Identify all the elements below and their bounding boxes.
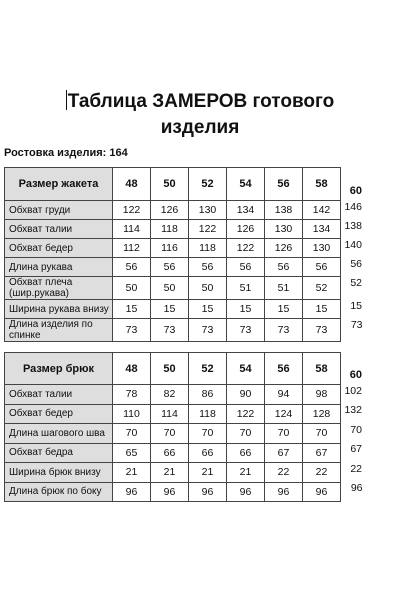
size-header-cell: 50 xyxy=(151,353,189,385)
title-line-2: изделия xyxy=(160,117,240,138)
size-header-cell: 48 xyxy=(113,168,151,201)
measurement-value: 118 xyxy=(151,220,189,239)
measurement-value: 122 xyxy=(189,220,227,239)
measurement-value: 21 xyxy=(113,463,151,483)
table-row xyxy=(5,424,365,444)
measurement-value: 90 xyxy=(227,385,265,405)
measurement-value: 132 xyxy=(344,404,362,416)
measurement-value: 56 xyxy=(227,258,265,277)
measurement-value: 67 xyxy=(303,443,341,463)
measurement-value: 96 xyxy=(350,482,363,494)
size-header-cell: 58 xyxy=(303,168,341,201)
measurement-value: 73 xyxy=(227,319,265,342)
size-header-cell: 52 xyxy=(189,353,227,385)
measurement-value: 134 xyxy=(227,201,265,220)
measurement-value: 65 xyxy=(113,443,151,463)
size-header-cell: 52 xyxy=(189,168,227,201)
table-row xyxy=(5,300,365,319)
table-row xyxy=(5,482,365,502)
measurement-value: 96 xyxy=(151,482,189,502)
title-line-1: Таблица ЗАМЕРОВ готового xyxy=(67,91,335,112)
size-header-cell: 54 xyxy=(227,168,265,201)
measurement-value: 15 xyxy=(227,300,265,319)
measurement-value: 142 xyxy=(303,201,341,220)
measurement-label: Длина изделия по спинке xyxy=(5,319,113,342)
measurement-value: 114 xyxy=(151,404,189,424)
measurement-value: 96 xyxy=(265,482,303,502)
page-title xyxy=(0,90,400,114)
measurement-value: 128 xyxy=(303,404,341,424)
size-header-cell: 56 xyxy=(265,353,303,385)
measurement-value: 50 xyxy=(113,277,151,300)
measurement-label: Длина рукава xyxy=(5,258,113,277)
measurement-value: 122 xyxy=(113,201,151,220)
measurement-label: Обхват бедер xyxy=(5,404,113,424)
measurement-value: 70 xyxy=(151,424,189,444)
measurement-value: 15 xyxy=(303,300,341,319)
measurement-value: 56 xyxy=(189,258,227,277)
measurement-value: 15 xyxy=(350,299,362,312)
measurement-value: 70 xyxy=(113,424,151,444)
measurement-value: 70 xyxy=(350,423,362,436)
text-cursor xyxy=(66,90,67,110)
measurement-value: 73 xyxy=(303,319,341,342)
measurement-value: 96 xyxy=(303,482,341,502)
measurement-value: 66 xyxy=(227,443,265,463)
measurement-label: Длина брюк по боку xyxy=(5,482,113,502)
measurement-value: 86 xyxy=(189,385,227,405)
measurement-value: 50 xyxy=(189,277,227,300)
header-row xyxy=(5,353,365,385)
measurement-value: 73 xyxy=(350,318,363,331)
size-header-cell: 56 xyxy=(265,168,303,201)
measurement-value: 56 xyxy=(113,258,151,277)
size-header-cell: 50 xyxy=(151,168,189,201)
measurement-value: 66 xyxy=(189,443,227,463)
measurement-value: 122 xyxy=(227,239,265,258)
measurement-value: 98 xyxy=(303,385,341,405)
measurement-value: 73 xyxy=(113,319,151,342)
table-row xyxy=(5,319,365,342)
measurement-value: 114 xyxy=(113,220,151,239)
table-row xyxy=(5,385,365,405)
measurement-value: 15 xyxy=(189,300,227,319)
measurement-value: 134 xyxy=(303,220,341,239)
measurement-value: 124 xyxy=(265,404,303,424)
table-row xyxy=(5,239,365,258)
measurement-value: 21 xyxy=(189,463,227,483)
measurement-label: Обхват талии xyxy=(5,385,113,405)
size-header-cell: 54 xyxy=(227,353,265,385)
table-row xyxy=(5,404,365,424)
measurement-value: 21 xyxy=(151,463,189,483)
measurement-value: 15 xyxy=(265,300,303,319)
measurement-value: 94 xyxy=(265,385,303,405)
height-subtitle: Ростовка изделия: 164 xyxy=(4,147,128,159)
measurement-value: 22 xyxy=(303,463,341,483)
measurement-label: Обхват талии xyxy=(5,220,113,239)
measurement-label: Обхват бедра xyxy=(5,443,113,463)
measurement-value: 67 xyxy=(265,443,303,463)
size-header-cell: 48 xyxy=(113,353,151,385)
measurement-value: 130 xyxy=(189,201,227,220)
measurement-value: 70 xyxy=(227,424,265,444)
measurement-value: 126 xyxy=(265,239,303,258)
trousers-size-table xyxy=(4,352,365,502)
measurement-value: 118 xyxy=(189,239,227,258)
table-row xyxy=(5,220,365,239)
measurement-value: 56 xyxy=(265,258,303,277)
measurement-value: 67 xyxy=(350,443,362,455)
measurement-value: 22 xyxy=(350,462,362,475)
table-row xyxy=(5,201,365,220)
measurement-value: 51 xyxy=(227,277,265,300)
table-row xyxy=(5,277,365,300)
table-row xyxy=(5,443,365,463)
size-header-cell: 60 xyxy=(349,368,362,381)
jacket-size-table xyxy=(4,167,365,342)
measurement-label: Ширина рукава внизу xyxy=(5,300,113,319)
measurement-value: 15 xyxy=(151,300,189,319)
measurement-value: 15 xyxy=(113,300,151,319)
measurement-label: Обхват плеча (шир.рукава) xyxy=(5,277,113,300)
measurement-label: Обхват груди xyxy=(5,201,113,220)
measurement-value: 21 xyxy=(227,463,265,483)
measurement-value: 130 xyxy=(303,239,341,258)
measurement-value: 56 xyxy=(151,258,189,277)
size-header-cell: 58 xyxy=(303,353,341,385)
measurement-value: 56 xyxy=(303,258,341,277)
measurement-value: 66 xyxy=(151,443,189,463)
measurement-value: 112 xyxy=(113,239,151,258)
measurement-value: 70 xyxy=(265,424,303,444)
measurement-value: 126 xyxy=(227,220,265,239)
measurement-value: 96 xyxy=(227,482,265,502)
measurement-value: 73 xyxy=(265,319,303,342)
measurement-value: 138 xyxy=(265,201,303,220)
measurement-value: 116 xyxy=(151,239,189,258)
table-row xyxy=(5,463,365,483)
measurement-value: 138 xyxy=(344,219,362,232)
measurement-value: 130 xyxy=(265,220,303,239)
size-header-label: Размер брюк xyxy=(5,353,113,385)
measurement-value: 70 xyxy=(189,424,227,444)
measurement-value: 56 xyxy=(350,257,362,270)
measurement-value: 96 xyxy=(113,482,151,502)
measurement-value: 110 xyxy=(113,404,151,424)
measurement-value: 146 xyxy=(344,200,362,213)
header-row xyxy=(5,168,365,201)
measurement-label: Обхват бедер xyxy=(5,239,113,258)
measurement-value: 51 xyxy=(265,277,303,300)
measurement-value: 22 xyxy=(265,463,303,483)
measurement-value: 82 xyxy=(151,385,189,405)
measurement-value: 73 xyxy=(151,319,189,342)
size-header-cell: 60 xyxy=(349,184,362,197)
measurement-value: 50 xyxy=(151,277,189,300)
measurement-value: 96 xyxy=(189,482,227,502)
measurement-value: 78 xyxy=(113,385,151,405)
measurement-value: 52 xyxy=(350,276,362,289)
measurement-value: 118 xyxy=(189,404,227,424)
measurement-label: Длина шагового шва xyxy=(5,424,113,444)
measurement-value: 52 xyxy=(303,277,341,300)
measurement-value: 70 xyxy=(303,424,341,444)
measurement-value: 122 xyxy=(227,404,265,424)
measurement-value: 102 xyxy=(344,384,362,397)
table-row xyxy=(5,258,365,277)
measurement-value: 140 xyxy=(344,238,362,251)
measurement-value: 73 xyxy=(189,319,227,342)
measurement-label: Ширина брюк внизу xyxy=(5,463,113,483)
size-header-label: Размер жакета xyxy=(5,168,113,201)
measurement-value: 126 xyxy=(151,201,189,220)
